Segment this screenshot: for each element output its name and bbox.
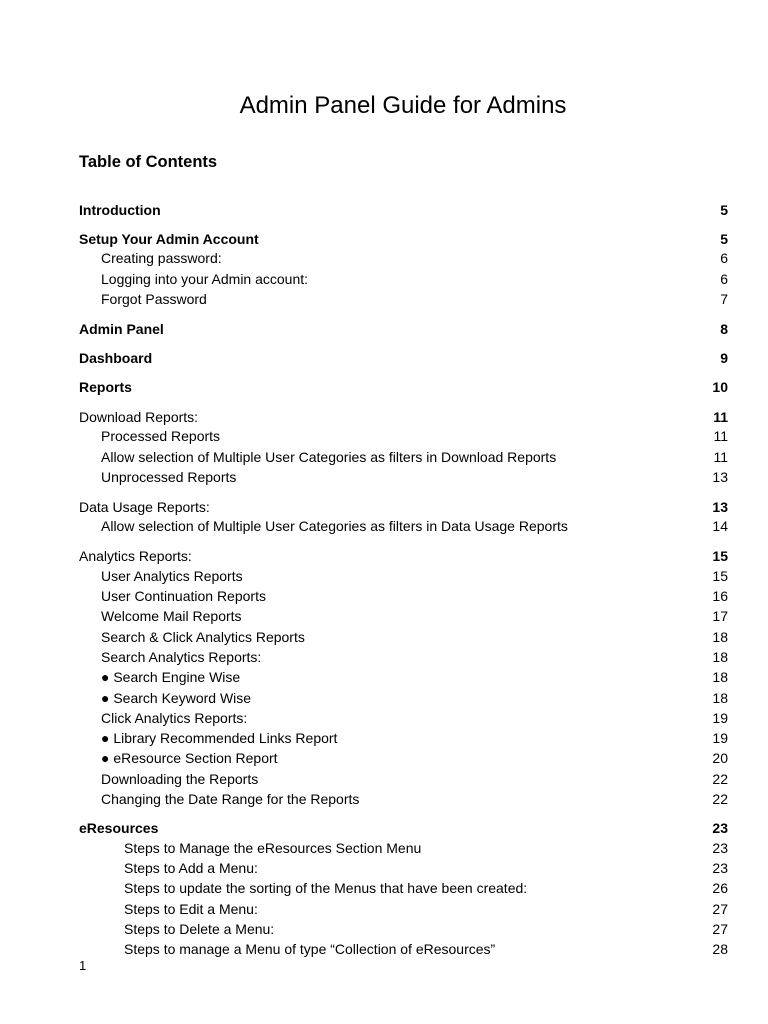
toc-entry-title: Welcome Mail Reports (101, 608, 242, 624)
toc-entry-title: Reports (79, 379, 132, 395)
toc-entry-page: 13 (712, 499, 728, 515)
toc-entry[interactable] (79, 546, 728, 566)
toc-entry-title: Allow selection of Multiple User Categories as filters in Data Usage Reports (101, 518, 568, 534)
toc-entry-title: Introduction (79, 202, 161, 218)
toc-entry-page: 22 (712, 771, 728, 787)
toc-entry-page: 5 (720, 231, 728, 247)
toc-entry-page: 19 (712, 730, 728, 746)
toc-entry[interactable] (101, 728, 728, 748)
toc-entry-page: 23 (712, 820, 728, 836)
toc-entry[interactable] (101, 627, 728, 647)
toc-entry-page: 27 (712, 901, 728, 917)
toc-entry-page: 18 (712, 669, 728, 685)
toc-entry-title: Steps to Edit a Menu: (124, 901, 258, 917)
toc-entry-page: 26 (712, 880, 728, 896)
toc-entry-page: 13 (712, 469, 728, 485)
toc-entry[interactable] (101, 647, 728, 667)
toc-entry[interactable] (79, 497, 728, 517)
toc-entry-page: 9 (720, 350, 728, 366)
toc-heading: Table of Contents (79, 153, 218, 171)
toc-entry-page: 11 (713, 409, 728, 425)
toc-entry-page: 6 (720, 250, 728, 266)
toc-entry-page: 5 (720, 202, 728, 218)
toc-entry-title: Steps to Manage the eResources Section Menu (124, 840, 422, 856)
toc-entry-title: ● eResource Section Report (101, 750, 278, 766)
page-number: 1 (79, 958, 87, 973)
toc-entry-title: ● Search Engine Wise (101, 669, 241, 685)
toc-entry-title: Admin Panel (79, 321, 164, 337)
toc-entry[interactable] (101, 447, 728, 467)
toc-entry-title: Dashboard (79, 350, 153, 366)
toc-entry-title: Click Analytics Reports: (101, 710, 248, 726)
toc-entry-page: 10 (712, 379, 728, 395)
toc-entry-page: 19 (712, 710, 728, 726)
toc-entry-page: 28 (712, 941, 728, 957)
toc-entry-title: Data Usage Reports: (79, 499, 210, 515)
toc-entry-page: 18 (712, 690, 728, 706)
toc-entry-title: Download Reports: (79, 409, 199, 425)
toc-entry-title: ● Search Keyword Wise (101, 690, 252, 706)
document-title: Admin Panel Guide for Admins (239, 92, 567, 119)
toc-entry-title: Unprocessed Reports (101, 469, 237, 485)
toc-entry-page: 23 (712, 860, 728, 876)
toc-entry[interactable] (101, 606, 728, 626)
toc-entry-title: Steps to update the sorting of the Menus that have been created: (124, 880, 528, 896)
toc-entry-title: Allow selection of Multiple User Categories as filters in Download Reports (101, 449, 557, 465)
toc-entry[interactable] (101, 467, 728, 487)
toc-entry[interactable] (124, 919, 728, 939)
toc-entry[interactable] (101, 566, 728, 586)
toc-entry-page: 8 (720, 321, 728, 337)
toc-entry-page: 18 (712, 649, 728, 665)
toc-entry-page: 27 (712, 921, 728, 937)
toc-entry-title: Search & Click Analytics Reports (101, 629, 305, 645)
toc-entry[interactable] (101, 708, 728, 728)
toc-entry[interactable] (124, 858, 728, 878)
toc-entry[interactable] (101, 248, 728, 268)
toc-entry-title: User Continuation Reports (101, 588, 266, 604)
toc-entry-title: Steps to Add a Menu: (124, 860, 258, 876)
toc-entry-page: 15 (712, 568, 728, 584)
toc-entry[interactable] (124, 878, 728, 898)
toc-entry-page: 16 (712, 588, 728, 604)
toc-entry[interactable] (101, 748, 728, 768)
toc-entry-page: 6 (720, 271, 728, 287)
toc-entry[interactable] (79, 377, 728, 397)
toc-entry[interactable] (124, 939, 728, 959)
toc-entry-title: Analytics Reports: (79, 548, 192, 564)
toc-entry-page: 15 (712, 548, 728, 564)
toc-entry-page: 22 (712, 791, 728, 807)
toc-entry-title: Steps to manage a Menu of type “Collection of eResources” (124, 941, 496, 957)
toc-entry[interactable] (101, 289, 728, 309)
toc-entry-page: 14 (712, 518, 728, 534)
toc-entry-page: 11 (713, 449, 728, 465)
toc-entry[interactable] (79, 319, 728, 339)
toc-entry-page: 23 (712, 840, 728, 856)
toc-entry[interactable] (79, 229, 728, 249)
toc-entry[interactable] (79, 200, 728, 220)
toc-entry[interactable] (101, 269, 728, 289)
toc-entry[interactable] (101, 667, 728, 687)
toc-entry-title: Processed Reports (101, 428, 221, 444)
toc-entry-title: Downloading the Reports (101, 771, 259, 787)
toc-entry[interactable] (124, 899, 728, 919)
toc-entry-page: 18 (712, 629, 728, 645)
toc-entry-title: Search Analytics Reports: (101, 649, 262, 665)
toc-entry-page: 11 (713, 428, 728, 444)
toc-entry-title: Forgot Password (101, 291, 207, 307)
toc-entry[interactable] (101, 789, 728, 809)
toc-entry-title: eResources (79, 820, 159, 836)
toc-entry[interactable] (101, 426, 728, 446)
toc-entry[interactable] (101, 586, 728, 606)
toc-entry-title: Setup Your Admin Account (79, 231, 259, 247)
toc-entry[interactable] (101, 688, 728, 708)
toc-entry[interactable] (79, 348, 728, 368)
toc-entry-title: Creating password: (101, 250, 222, 266)
toc-entry-title: ● Library Recommended Links Report (101, 730, 338, 746)
toc-entry-page: 17 (712, 608, 728, 624)
toc-entry[interactable] (79, 407, 728, 427)
toc-entry-title: Changing the Date Range for the Reports (101, 791, 360, 807)
toc-entry[interactable] (124, 838, 728, 858)
toc-entry-page: 20 (712, 750, 728, 766)
toc-entry-title: Logging into your Admin account: (101, 271, 309, 287)
toc-entry[interactable] (79, 818, 728, 838)
toc-entry[interactable] (101, 769, 728, 789)
toc-entry-title: Steps to Delete a Menu: (124, 921, 275, 937)
toc-entry-title: User Analytics Reports (101, 568, 243, 584)
toc-entry[interactable] (101, 516, 728, 536)
toc-entry-page: 7 (720, 291, 728, 307)
